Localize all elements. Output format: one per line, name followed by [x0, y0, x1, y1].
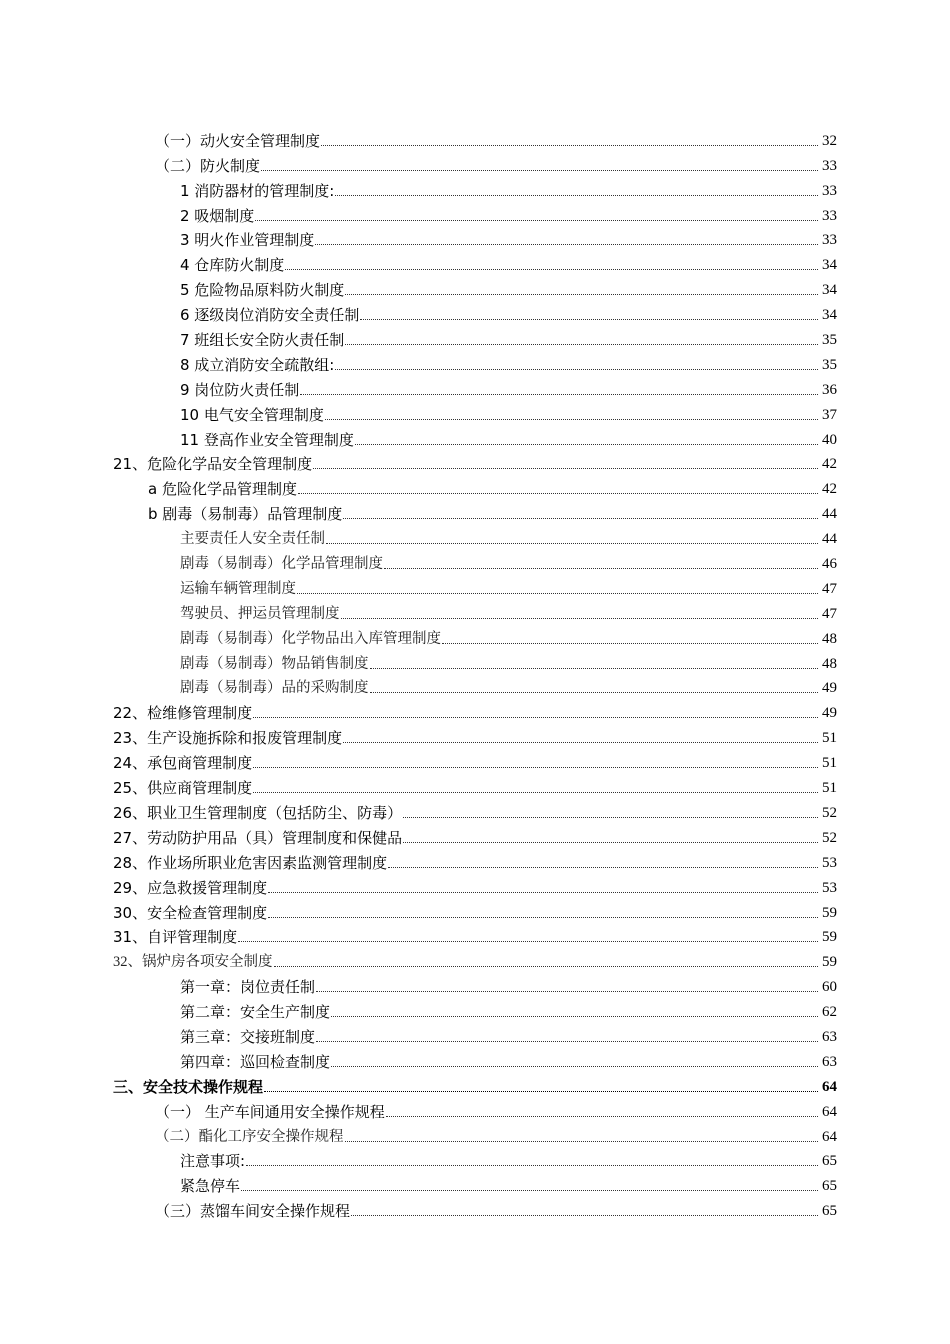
toc-entry-page-number: 32 [822, 132, 837, 149]
toc-entry[interactable] [0, 399, 837, 424]
dot-leader [268, 892, 818, 893]
toc-entry[interactable] [0, 822, 837, 847]
toc-entry-title: 3 明火作业管理制度 [180, 231, 315, 250]
toc-entry-page-number: 59 [822, 904, 837, 921]
toc-entry[interactable] [0, 1170, 837, 1195]
toc-entry-page-number: 64 [822, 1103, 837, 1120]
toc-entry-title: 2 吸烟制度 [180, 206, 255, 225]
toc-entry-title: 6 逐级岗位消防安全责任制 [180, 306, 360, 325]
dot-leader [326, 543, 818, 544]
dot-leader [386, 1116, 818, 1117]
toc-entry[interactable] [0, 598, 837, 623]
toc-entry-title: 9 岗位防火责任制 [180, 380, 300, 399]
toc-entry[interactable] [0, 200, 837, 225]
toc-entry-page-number: 46 [822, 556, 837, 573]
dot-leader [313, 468, 818, 469]
toc-entry-title: 第四章：巡回检查制度 [180, 1052, 331, 1071]
toc-entry-title: 31、自评管理制度 [113, 928, 238, 947]
toc-entry-page-number: 52 [822, 829, 837, 846]
toc-entry-page-number: 40 [822, 431, 837, 448]
dot-leader [341, 618, 819, 619]
toc-entry-page-number: 33 [822, 232, 837, 249]
toc-entry-page-number: 48 [822, 655, 837, 672]
toc-entry-title: 29、应急救援管理制度 [113, 878, 268, 897]
toc-entry-title: 紧急停车 [180, 1177, 241, 1196]
dot-leader [316, 991, 818, 992]
toc-entry[interactable] [0, 274, 837, 299]
toc-entry-page-number: 49 [822, 680, 837, 697]
toc-entry-page-number: 49 [822, 705, 837, 722]
toc-entry[interactable] [0, 648, 837, 673]
dot-leader [403, 842, 818, 843]
toc-entry[interactable] [0, 1046, 837, 1071]
toc-entry-page-number: 48 [822, 630, 837, 647]
dot-leader [355, 444, 818, 445]
toc-entry-page-number: 59 [822, 954, 837, 971]
toc-entry[interactable] [0, 249, 837, 274]
toc-entry-title: 27、劳动防护用品（具）管理制度和保健品 [113, 828, 403, 847]
toc-entry-title: 剧毒（易制毒）物品销售制度 [180, 655, 369, 672]
toc-entry[interactable] [0, 125, 837, 150]
toc-entry-title: 三、安全技术操作规程 [113, 1077, 264, 1096]
toc-entry-page-number: 65 [822, 1178, 837, 1195]
toc-entry-title: 剧毒（易制毒）品的采购制度 [180, 680, 369, 697]
toc-entry[interactable] [0, 897, 837, 922]
toc-entry[interactable] [0, 573, 837, 598]
toc-entry[interactable] [0, 872, 837, 897]
toc-entry[interactable] [0, 1096, 837, 1121]
toc-entry[interactable] [0, 772, 837, 797]
dot-leader [268, 917, 818, 918]
toc-entry-title: 24、承包商管理制度 [113, 754, 253, 773]
toc-entry[interactable] [0, 1021, 837, 1046]
toc-entry[interactable] [0, 1146, 837, 1171]
dot-leader [325, 419, 818, 420]
toc-entry-title: 4 仓库防火制度 [180, 256, 285, 275]
dot-leader [274, 966, 819, 967]
toc-entry-page-number: 52 [822, 804, 837, 821]
dot-leader [360, 319, 818, 320]
toc-entry-title: （二）酯化工序安全操作规程 [155, 1128, 344, 1145]
toc-entry-page-number: 53 [822, 854, 837, 871]
toc-entry-title: 7 班组长安全防火责任制 [180, 331, 345, 350]
toc-entry-page-number: 59 [822, 929, 837, 946]
dot-leader [335, 195, 818, 196]
toc-entry-title: 5 危险物品原料防火制度 [180, 281, 345, 300]
toc-entry-page-number: 51 [822, 755, 837, 772]
dot-leader [331, 1066, 818, 1067]
toc-entry[interactable] [0, 349, 837, 374]
toc-entry-title: 注意事项: [180, 1152, 246, 1171]
toc-entry[interactable] [0, 922, 837, 947]
dot-leader [238, 941, 818, 942]
dot-leader [253, 717, 818, 718]
toc-entry-page-number: 64 [822, 1128, 837, 1145]
toc-entry-page-number: 47 [822, 605, 837, 622]
toc-entry[interactable] [0, 1071, 837, 1096]
toc-entry[interactable] [0, 548, 837, 573]
table-of-contents [0, 125, 950, 1220]
toc-entry-page-number: 64 [822, 1078, 837, 1095]
toc-entry-title: 21、危险化学品安全管理制度 [113, 455, 313, 474]
toc-entry-page-number: 44 [822, 506, 837, 523]
toc-entry-title: 11 登高作业安全管理制度 [180, 430, 354, 449]
toc-entry[interactable] [0, 449, 837, 474]
toc-entry-page-number: 33 [822, 157, 837, 174]
dot-leader [384, 568, 818, 569]
dot-leader [370, 692, 819, 693]
toc-entry-page-number: 34 [822, 257, 837, 274]
toc-entry[interactable] [0, 299, 837, 324]
toc-entry-title: 32、锅炉房各项安全制度 [113, 954, 273, 971]
toc-entry-title: 28、作业场所职业危害因素监测管理制度 [113, 853, 388, 872]
toc-entry[interactable] [0, 697, 837, 722]
toc-entry-page-number: 36 [822, 381, 837, 398]
toc-entry-title: 剧毒（易制毒）化学品管理制度 [180, 556, 383, 573]
toc-entry-title: 运输车辆管理制度 [180, 580, 296, 597]
toc-entry-title: b 剧毒（易制毒）品管理制度 [148, 505, 343, 524]
toc-entry-title: 主要责任人安全责任制 [180, 531, 325, 548]
toc-entry-page-number: 34 [822, 282, 837, 299]
toc-entry-page-number: 63 [822, 1028, 837, 1045]
dot-leader [300, 394, 818, 395]
toc-entry[interactable] [0, 946, 837, 971]
toc-entry-page-number: 33 [822, 182, 837, 199]
toc-entry-title: 8 成立消防安全疏散组: [180, 355, 335, 374]
toc-entry-page-number: 60 [822, 979, 837, 996]
dot-leader [246, 1165, 818, 1166]
dot-leader [261, 170, 818, 171]
toc-entry[interactable] [0, 498, 837, 523]
dot-leader [388, 867, 818, 868]
dot-leader [343, 742, 818, 743]
toc-entry-title: （二）防火制度 [155, 156, 261, 175]
dot-leader [298, 493, 818, 494]
toc-entry-title: 22、检维修管理制度 [113, 704, 253, 723]
toc-entry-page-number: 35 [822, 332, 837, 349]
dot-leader [241, 1190, 818, 1191]
toc-entry[interactable] [0, 225, 837, 250]
toc-entry[interactable] [0, 797, 837, 822]
toc-entry[interactable] [0, 747, 837, 772]
dot-leader [345, 294, 818, 295]
toc-entry-title: 1 消防器材的管理制度: [180, 181, 335, 200]
toc-entry[interactable] [0, 996, 837, 1021]
toc-entry-title: 10 电气安全管理制度 [180, 405, 324, 424]
toc-entry-title: 剧毒（易制毒）化学物品出入库管理制度 [180, 630, 441, 647]
toc-entry[interactable] [0, 424, 837, 449]
toc-entry[interactable] [0, 175, 837, 200]
toc-entry[interactable] [0, 623, 837, 648]
toc-entry[interactable] [0, 150, 837, 175]
dot-leader [343, 518, 818, 519]
dot-leader [351, 1215, 818, 1216]
toc-entry-page-number: 35 [822, 356, 837, 373]
toc-entry[interactable] [0, 374, 837, 399]
toc-entry-page-number: 65 [822, 1203, 837, 1220]
toc-entry[interactable] [0, 523, 837, 548]
toc-entry-page-number: 42 [822, 456, 837, 473]
toc-entry-page-number: 63 [822, 1053, 837, 1070]
toc-entry-title: 30、安全检查管理制度 [113, 903, 268, 922]
dot-leader [321, 145, 818, 146]
toc-entry[interactable] [0, 324, 837, 349]
toc-entry-title: 第二章：安全生产制度 [180, 1003, 331, 1022]
toc-entry-page-number: 51 [822, 780, 837, 797]
dot-leader [403, 817, 818, 818]
toc-entry-page-number: 62 [822, 1004, 837, 1021]
toc-entry[interactable] [0, 473, 837, 498]
dot-leader [253, 792, 818, 793]
dot-leader [442, 643, 818, 644]
toc-entry[interactable] [0, 971, 837, 996]
toc-entry[interactable] [0, 1121, 837, 1146]
dot-leader [297, 593, 818, 594]
dot-leader [331, 1016, 818, 1017]
toc-entry-page-number: 33 [822, 207, 837, 224]
toc-entry-page-number: 37 [822, 406, 837, 423]
toc-entry-title: 26、职业卫生管理制度（包括防尘、防毒） [113, 803, 403, 822]
dot-leader [316, 1041, 818, 1042]
dot-leader [345, 344, 818, 345]
toc-entry-title: （三）蒸馏车间安全操作规程 [155, 1202, 351, 1221]
toc-entry-page-number: 53 [822, 879, 837, 896]
toc-entry-title: （一）动火安全管理制度 [155, 131, 321, 150]
toc-entry-page-number: 34 [822, 307, 837, 324]
dot-leader [370, 668, 819, 669]
toc-entry-title: 驾驶员、押运员管理制度 [180, 605, 340, 622]
dot-leader [255, 220, 818, 221]
dot-leader [315, 244, 818, 245]
toc-entry-page-number: 65 [822, 1153, 837, 1170]
toc-entry[interactable] [0, 847, 837, 872]
toc-entry-title: a 危险化学品管理制度 [148, 480, 297, 499]
dot-leader [253, 767, 818, 768]
toc-entry-title: 25、供应商管理制度 [113, 779, 253, 798]
dot-leader [345, 1141, 819, 1142]
toc-entry[interactable] [0, 722, 837, 747]
toc-entry-page-number: 51 [822, 730, 837, 747]
toc-entry-page-number: 47 [822, 580, 837, 597]
toc-entry[interactable] [0, 673, 837, 698]
toc-entry-page-number: 42 [822, 481, 837, 498]
dot-leader [335, 369, 818, 370]
toc-entry[interactable] [0, 1195, 837, 1220]
dot-leader [264, 1091, 818, 1092]
dot-leader [285, 269, 818, 270]
toc-entry-title: （一） 生产车间通用安全操作规程 [155, 1102, 385, 1121]
toc-entry-title: 23、生产设施拆除和报废管理制度 [113, 729, 343, 748]
toc-entry-title: 第三章：交接班制度 [180, 1027, 316, 1046]
toc-entry-title: 第一章：岗位责任制 [180, 978, 316, 997]
toc-entry-page-number: 44 [822, 531, 837, 548]
